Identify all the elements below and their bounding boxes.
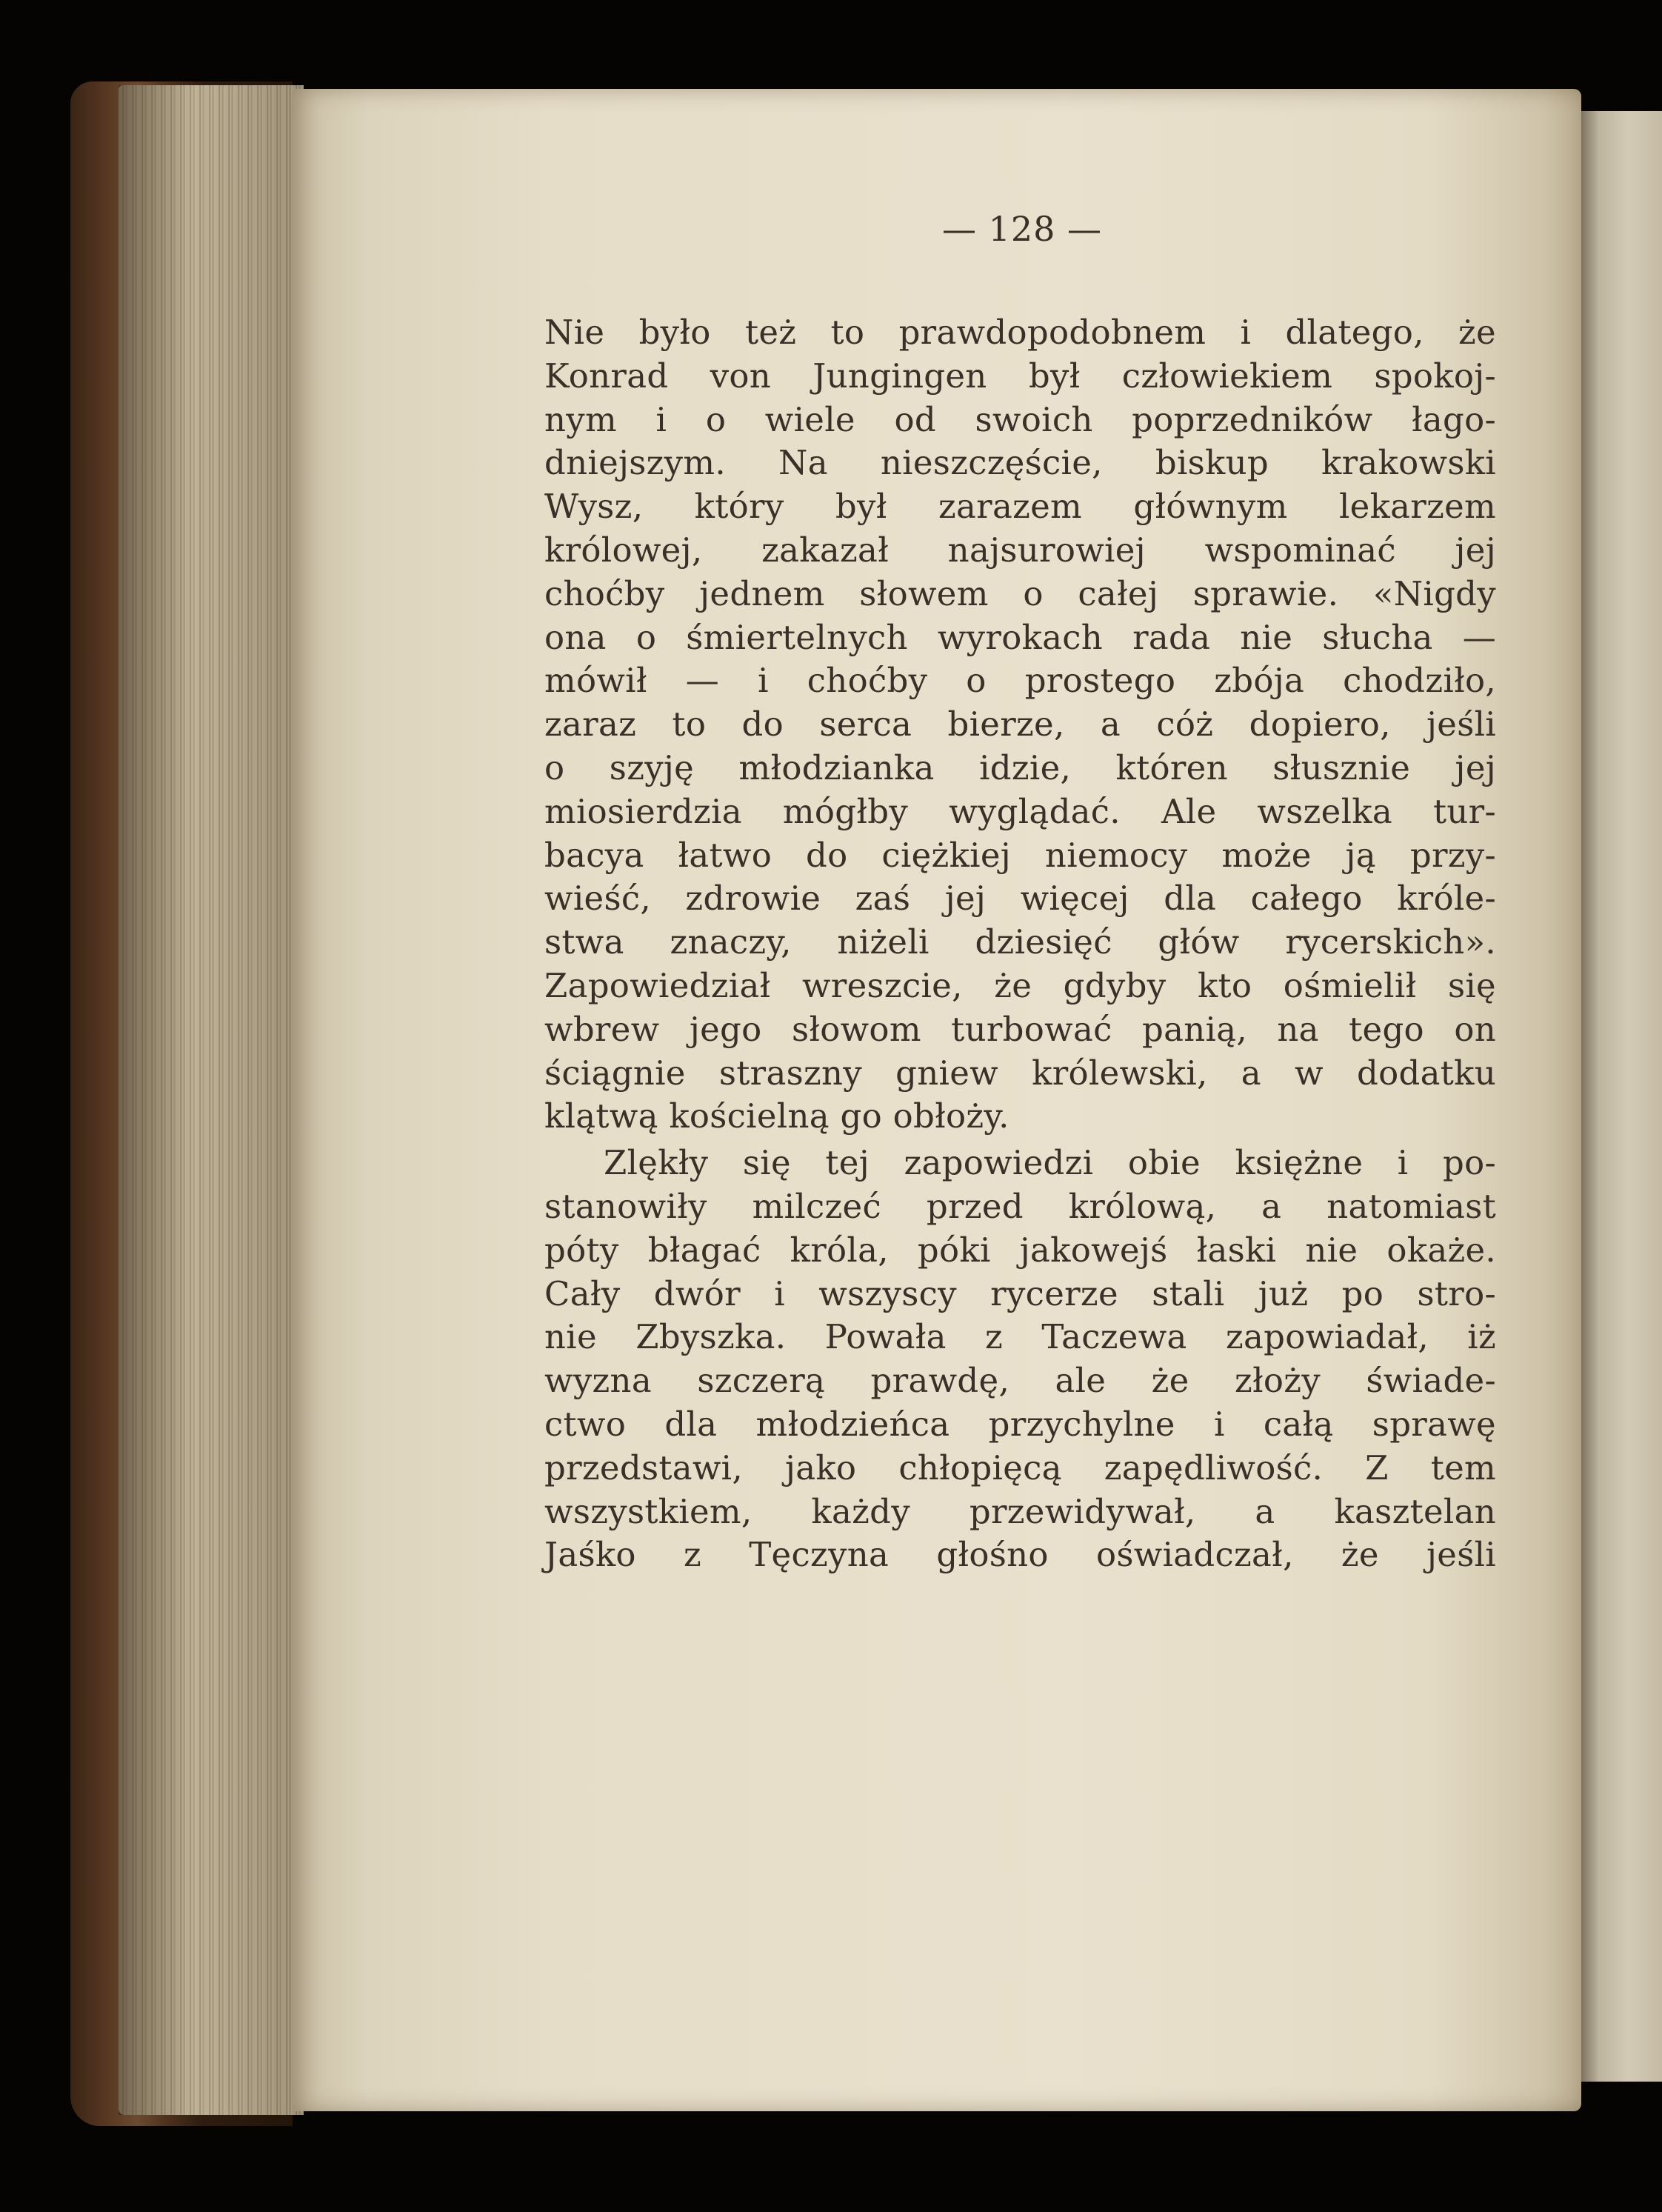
text-line: o szyję młodzianka idzie, któren słusznie jej [544, 747, 1496, 787]
text-line: póty błagać króla, póki jakowejś łaski nie okaże. [544, 1230, 1496, 1270]
text-line: przedstawi, jako chłopięcą zapędliwość. Z tem [544, 1448, 1496, 1488]
page-text [544, 311, 1496, 1577]
text-line: choćby jednem słowem o całej sprawie. «Nigdy [544, 573, 1496, 613]
text-line: zaraz to do serca bierze, a cóż dopiero, jeśli [544, 704, 1496, 744]
text-line: Konrad von Jungingen był człowiekiem spokoj- [544, 356, 1496, 396]
text-line: stanowiły milczeć przed królową, a natomiast [544, 1186, 1496, 1226]
facing-page-edge [1578, 111, 1662, 2082]
text-line: miosierdzia mógłby wyglądać. Ale wszelka tur- [544, 791, 1496, 831]
text-line: stwa znaczy, niżeli dziesięć głów rycerskich». [544, 922, 1496, 962]
text-line: Nie było też to prawdopodobnem i dlatego, że [544, 313, 1496, 352]
text-line: nym i o wiele od swoich poprzedników łago- [544, 399, 1496, 439]
text-line: Jaśko z Tęczyna głośno oświadczał, że jeśli [544, 1535, 1496, 1575]
page-number: — 128 — [941, 209, 1103, 249]
text-line: Cały dwór i wszyscy rycerze stali już po stro- [544, 1273, 1496, 1313]
text-line: wyzna szczerą prawdę, ale że złoży świade- [544, 1361, 1496, 1401]
text-line: wbrew jego słowom turbować panią, na tego on [544, 1009, 1496, 1049]
text-line: wszystkiem, każdy przewidywał, a kasztelan [544, 1491, 1496, 1531]
text-line: ściągnie straszny gniew królewski, a w dodatku [544, 1053, 1496, 1093]
text-line: nie Zbyszka. Powała z Taczewa zapowiadał, iż [544, 1317, 1496, 1357]
text-line: ona o śmiertelnych wyrokach rada nie słucha — [544, 617, 1496, 657]
text-line: wieść, zdrowie zaś jej więcej dla całego króle- [544, 879, 1496, 919]
text-line: bacya łatwo do ciężkiej niemocy może ją przy- [544, 835, 1496, 875]
text-line: Zlękły się tej zapowiedzi obie księżne i po- [604, 1143, 1496, 1183]
text-line: Wysz, który był zarazem głównym lekarzem [544, 487, 1496, 527]
paragraph-2 [544, 1142, 1496, 1577]
text-line: mówił — i choćby o prostego zbója chodziło, [544, 661, 1496, 701]
text-line: królowej, zakazał najsurowiej wspominać jej [544, 530, 1496, 570]
text-line: ctwo dla młodzieńca przychylne i całą sprawę [544, 1404, 1496, 1444]
text-line: Zapowiedział wreszcie, że gdyby kto ośmielił się [544, 965, 1496, 1005]
paragraph-1 [544, 311, 1496, 1139]
text-line: klątwą kościelną go obłoży. [544, 1096, 1009, 1136]
text-line: dniejszym. Na nieszczęście, biskup krakowski [544, 443, 1496, 483]
page-edges [119, 85, 304, 2115]
